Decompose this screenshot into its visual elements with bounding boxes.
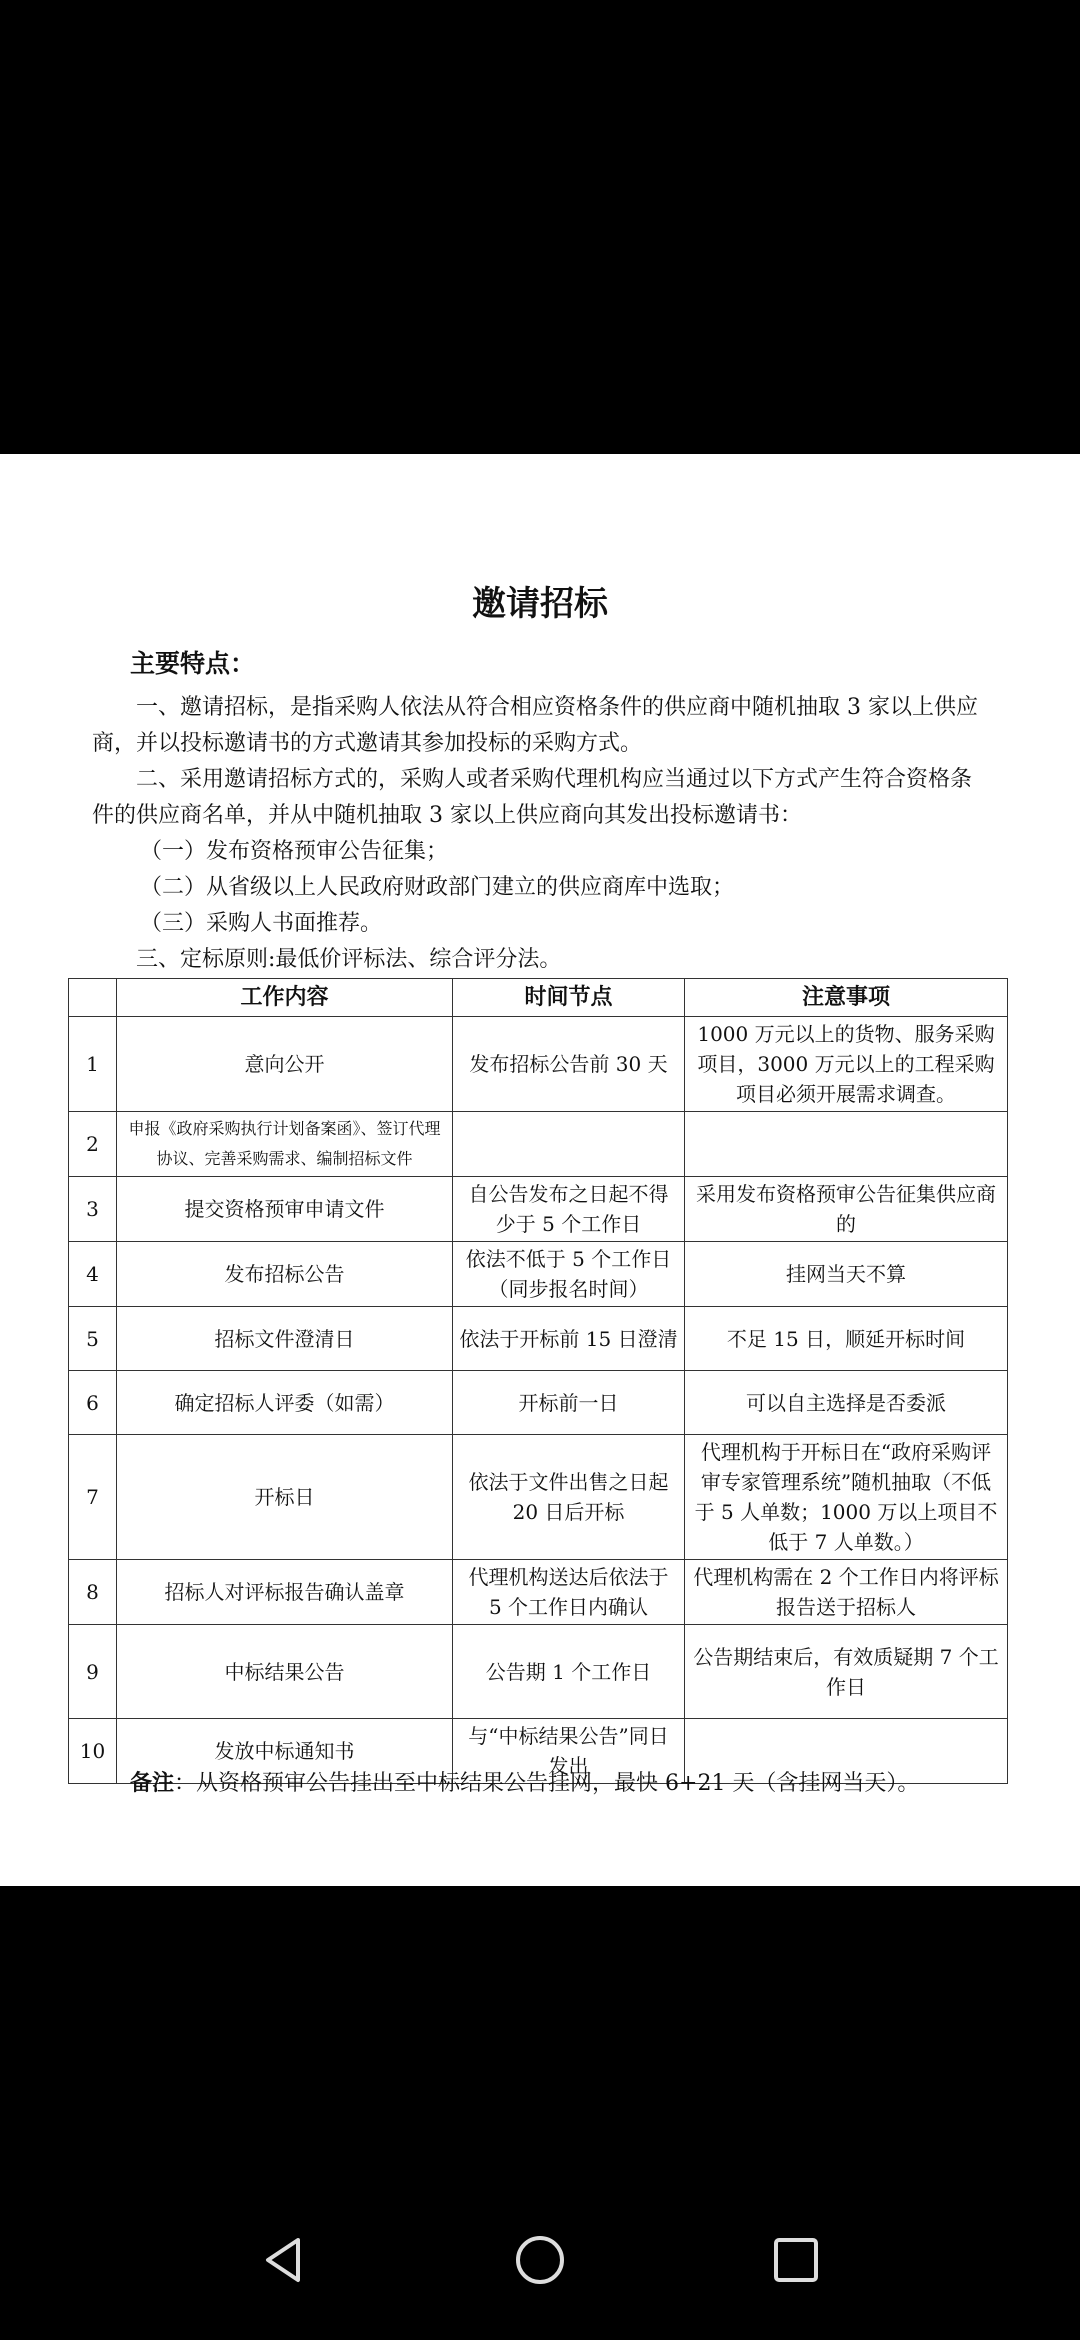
paragraph-1: 一、邀请招标，是指采购人依法从符合相应资格条件的供应商中随机抽取 3 家以上供应商，并以投标邀请书的方式邀请其参加投标的采购方式。 bbox=[92, 695, 978, 756]
recents-button[interactable] bbox=[768, 2232, 824, 2288]
row-note: 采用发布资格预审公告征集供应商的 bbox=[685, 1177, 1008, 1242]
back-button[interactable] bbox=[256, 2232, 312, 2288]
row-note: 1000 万元以上的货物、服务采购项目，3000 万元以上的工程采购项目必须开展需求调查。 bbox=[685, 1017, 1008, 1112]
table-row bbox=[69, 1112, 1008, 1177]
row-no: 8 bbox=[69, 1560, 117, 1625]
section-heading: 主要特点： bbox=[130, 649, 256, 678]
document-page bbox=[0, 454, 1080, 1886]
row-note: 代理机构于开标日在“政府采购评审专家管理系统”随机抽取（不低于 5 人单数；1000 万以上项目不低于 7 人单数。） bbox=[685, 1435, 1008, 1560]
principle-text: 三、定标原则:最低价评标法、综合评分法。 bbox=[136, 947, 562, 972]
row-no: 3 bbox=[69, 1177, 117, 1242]
row-no: 6 bbox=[69, 1371, 117, 1435]
row-no: 10 bbox=[69, 1719, 117, 1784]
row-time: 代理机构送达后依法于 5 个工作日内确认 bbox=[453, 1560, 685, 1625]
header-time: 时间节点 bbox=[453, 979, 685, 1017]
list-item-3: （三）采购人书面推荐。 bbox=[140, 911, 383, 936]
row-content: 发布招标公告 bbox=[117, 1242, 453, 1307]
recents-icon bbox=[768, 2232, 824, 2288]
row-no: 7 bbox=[69, 1435, 117, 1560]
row-content: 申报《政府采购执行计划备案函》、签订代理协议、完善采购需求、编制招标文件 bbox=[117, 1112, 453, 1177]
list-item-2: （二）从省级以上人民政府财政部门建立的供应商库中选取； bbox=[140, 875, 735, 900]
header-no bbox=[69, 979, 117, 1017]
row-no: 2 bbox=[69, 1112, 117, 1177]
row-no: 5 bbox=[69, 1307, 117, 1371]
table-row bbox=[69, 1242, 1008, 1307]
row-note: 公告期结束后，有效质疑期 7 个工作日 bbox=[685, 1625, 1008, 1719]
table-row bbox=[69, 1625, 1008, 1719]
row-time: 公告期 1 个工作日 bbox=[453, 1625, 685, 1719]
row-content: 确定招标人评委（如需） bbox=[117, 1371, 453, 1435]
document-title: 邀请招标 bbox=[472, 584, 608, 624]
row-content: 招标人对评标报告确认盖章 bbox=[117, 1560, 453, 1625]
row-content: 提交资格预审申请文件 bbox=[117, 1177, 453, 1242]
system-navigation-bar bbox=[0, 2180, 1080, 2340]
table-header-row bbox=[69, 979, 1008, 1017]
row-time: 依法于开标前 15 日澄清 bbox=[453, 1307, 685, 1371]
row-content: 发放中标通知书 bbox=[117, 1719, 453, 1784]
list-item-1: （一）发布资格预审公告征集； bbox=[140, 839, 449, 864]
row-content: 开标日 bbox=[117, 1435, 453, 1560]
header-content: 工作内容 bbox=[117, 979, 453, 1017]
table-row bbox=[69, 1307, 1008, 1371]
table-row bbox=[69, 1560, 1008, 1625]
table-row bbox=[69, 1371, 1008, 1435]
home-icon bbox=[512, 2232, 568, 2288]
row-time bbox=[453, 1112, 685, 1177]
row-time: 发布招标公告前 30 天 bbox=[453, 1017, 685, 1112]
row-time: 依法于文件出售之日起 20 日后开标 bbox=[453, 1435, 685, 1560]
row-no: 4 bbox=[69, 1242, 117, 1307]
row-note: 挂网当天不算 bbox=[685, 1242, 1008, 1307]
row-note: 代理机构需在 2 个工作日内将评标报告送于招标人 bbox=[685, 1560, 1008, 1625]
table-row bbox=[69, 1017, 1008, 1112]
remark-label: 备注 bbox=[130, 1771, 175, 1796]
header-note: 注意事项 bbox=[685, 979, 1008, 1017]
row-content: 招标文件澄清日 bbox=[117, 1307, 453, 1371]
paragraph-2: 二、采用邀请招标方式的，采购人或者采购代理机构应当通过以下方式产生符合资格条件的供应商名单，并从中随机抽取 3 家以上供应商向其发出投标邀请书： bbox=[92, 767, 973, 828]
row-note: 可以自主选择是否委派 bbox=[685, 1371, 1008, 1435]
row-time: 依法不低于 5 个工作日（同步报名时间） bbox=[453, 1242, 685, 1307]
home-button[interactable] bbox=[512, 2232, 568, 2288]
remark bbox=[130, 1766, 919, 1802]
table-row bbox=[69, 1177, 1008, 1242]
row-note: 不足 15 日，顺延开标时间 bbox=[685, 1307, 1008, 1371]
row-time: 与“中标结果公告”同日发出 bbox=[453, 1719, 685, 1784]
remark-text: ：从资格预审公告挂出至中标结果公告挂网，最快 6+21 天（含挂网当天）。 bbox=[174, 1771, 920, 1796]
row-no: 9 bbox=[69, 1625, 117, 1719]
row-time: 开标前一日 bbox=[453, 1371, 685, 1435]
row-content: 意向公开 bbox=[117, 1017, 453, 1112]
back-icon bbox=[256, 2232, 312, 2288]
row-no: 1 bbox=[69, 1017, 117, 1112]
row-content: 中标结果公告 bbox=[117, 1625, 453, 1719]
table-row bbox=[69, 1435, 1008, 1560]
row-time: 自公告发布之日起不得少于 5 个工作日 bbox=[453, 1177, 685, 1242]
schedule-table bbox=[68, 978, 1008, 1784]
row-note bbox=[685, 1112, 1008, 1177]
